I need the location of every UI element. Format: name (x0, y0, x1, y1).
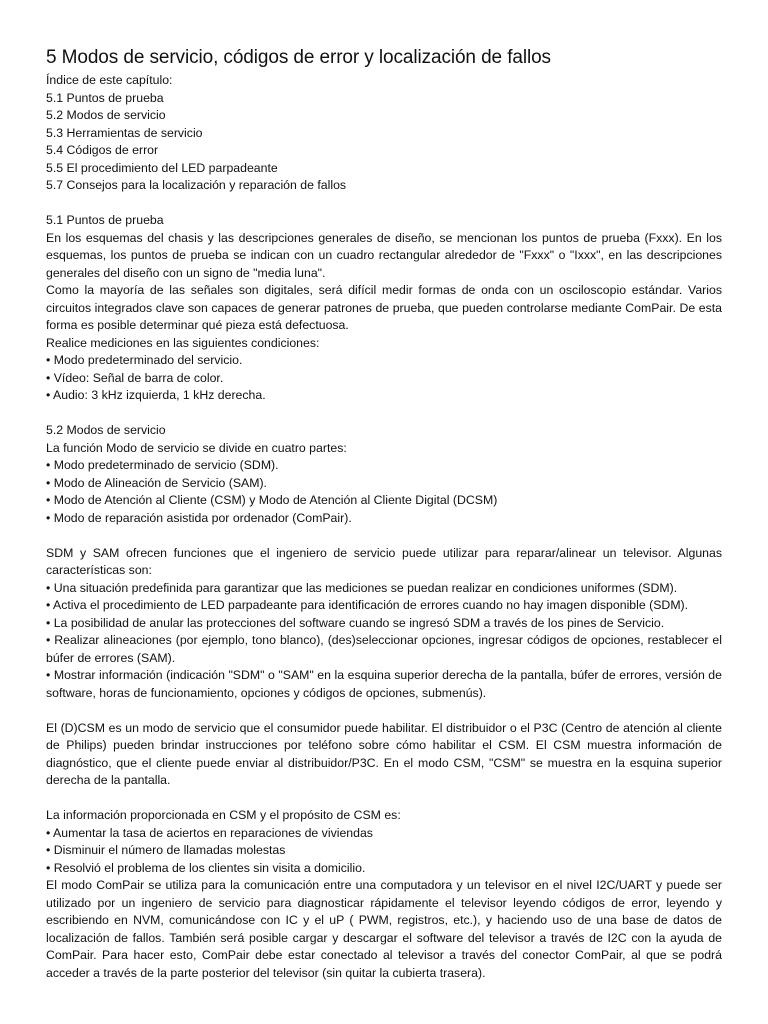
paragraph: La información proporcionada en CSM y el propósito de CSM es: (46, 808, 401, 822)
bullet-item: • Realizar alineaciones (por ejemplo, tono blanco), (des)seleccionar opciones, ingresar códigos de opciones, restablecer el búfer de errores (SAM). (46, 633, 722, 665)
toc-item: 5.3 Herramientas de servicio (46, 125, 203, 140)
bullet-item: • Modo predeterminado del servicio. (46, 353, 243, 367)
toc-item: 5.2 Modos de servicio (46, 108, 166, 122)
toc-item: 5.4 Códigos de error (46, 143, 159, 157)
bullet-item: • Activa el procedimiento de LED parpadeante para identificación de errores cuando no hay imagen disponible (SDM). (46, 598, 689, 612)
paragraph: La función Modo de servicio se divide en cuatro partes: (46, 440, 347, 455)
paragraph: El modo ComPair se utiliza para la comunicación entre una computadora y un televisor en el nivel I2C/UART y puede ser utilizado por un ingeniero de servicio para diagnosticar rápidamente el televisor leyendo códigos de error, leyendo y escribiendo en NVM, comunicándose con IC y el uP ( PWM, registros, etc.), y haciendo uso de una base de datos de localización de fallos. También será posible cargar y descargar el software del televisor a través de I2C con la ayuda de ComPair. Para hacer esto, ComPair debe estar conectado al televisor a través del conector ComPair, al que se podrá acceder a través de la parte posterior del televisor (sin quitar la cubierta trasera). (46, 878, 722, 980)
bullet-item: • Aumentar la tasa de aciertos en reparaciones de viviendas (46, 825, 373, 840)
bullet-item: • La posibilidad de anular las protecciones del software cuando se ingresó SDM a través de los pines de Servicio. (46, 615, 665, 630)
bullet-item: • Modo de Alineación de Servicio (SAM). (46, 475, 267, 490)
section-heading-5-1: 5.1 Puntos de prueba (46, 213, 164, 227)
bullet-item: • Modo de Atención al Cliente (CSM) y Modo de Atención al Cliente Digital (DCSM) (46, 493, 498, 507)
bullet-item: • Modo de reparación asistida por ordenador (ComPair). (46, 510, 352, 525)
spacer (46, 790, 722, 808)
paragraph: Como la mayoría de las señales son digitales, será difícil medir formas de onda con un osciloscopio estándar. Varios circuitos integrados clave son capaces de generar patrones de prueba, que pueden controlarse mediante ComPair. De esta forma es posible determinar qué pieza está defectuosa. (46, 283, 722, 332)
paragraph: SDM y SAM ofrecen funciones que el ingeniero de servicio puede utilizar para reparar/alinear un televisor. Algunas características son: (46, 545, 722, 577)
toc-item: 5.7 Consejos para la localización y reparación de fallos (46, 178, 347, 192)
bullet-item: • Audio: 3 kHz izquierda, 1 kHz derecha. (46, 388, 266, 402)
bullet-item: • Modo predeterminado de servicio (SDM). (46, 458, 279, 472)
spacer (46, 195, 722, 213)
toc-item: 5.5 El procedimiento del LED parpadeante (46, 160, 278, 175)
chapter-title: 5 Modos de servicio, códigos de error y localización de fallos (46, 47, 551, 68)
toc-heading: Índice de este capítulo: (46, 73, 173, 87)
bullet-item: • Resolvió el problema de los clientes sin visita a domicilio. (46, 860, 366, 875)
section-heading-5-2: 5.2 Modos de servicio (46, 423, 166, 437)
bullet-item: • Vídeo: Señal de barra de color. (46, 370, 224, 385)
document-page (46, 46, 722, 982)
paragraph: Realice mediciones en las siguientes condiciones: (46, 335, 320, 350)
toc-item: 5.1 Puntos de prueba (46, 90, 164, 105)
spacer (46, 405, 722, 423)
bullet-item: • Una situación predefinida para garantizar que las mediciones se puedan realizar en condiciones uniformes (SDM). (46, 580, 678, 595)
bullet-item: • Disminuir el número de llamadas molestas (46, 843, 286, 857)
bullet-item: • Mostrar información (indicación "SDM" o "SAM" en la esquina superior derecha de la pantalla, búfer de errores, versión de software, horas de funcionamiento, opciones y códigos de opciones, submenús). (46, 668, 722, 700)
paragraph: El (D)CSM es un modo de servicio que el consumidor puede habilitar. El distribuidor o el P3C (Centro de atención al cliente de Philips) pueden brindar instrucciones por teléfono sobre cómo habilitar el CSM. El CSM muestra información de diagnóstico, que el cliente puede enviar al distribuidor/P3C. En el modo CSM, "CSM" se muestra en la esquina superior derecha de la pantalla. (46, 720, 722, 787)
spacer (46, 527, 722, 545)
paragraph: En los esquemas del chasis y las descripciones generales de diseño, se mencionan los puntos de prueba (Fxxx). En los esquemas, los puntos de prueba se indican con un cuadro rectangular alrededor de "Fxxx" o "Ixxx", en las descripciones generales del diseño con un signo de "media luna". (46, 230, 722, 280)
spacer (46, 702, 722, 720)
